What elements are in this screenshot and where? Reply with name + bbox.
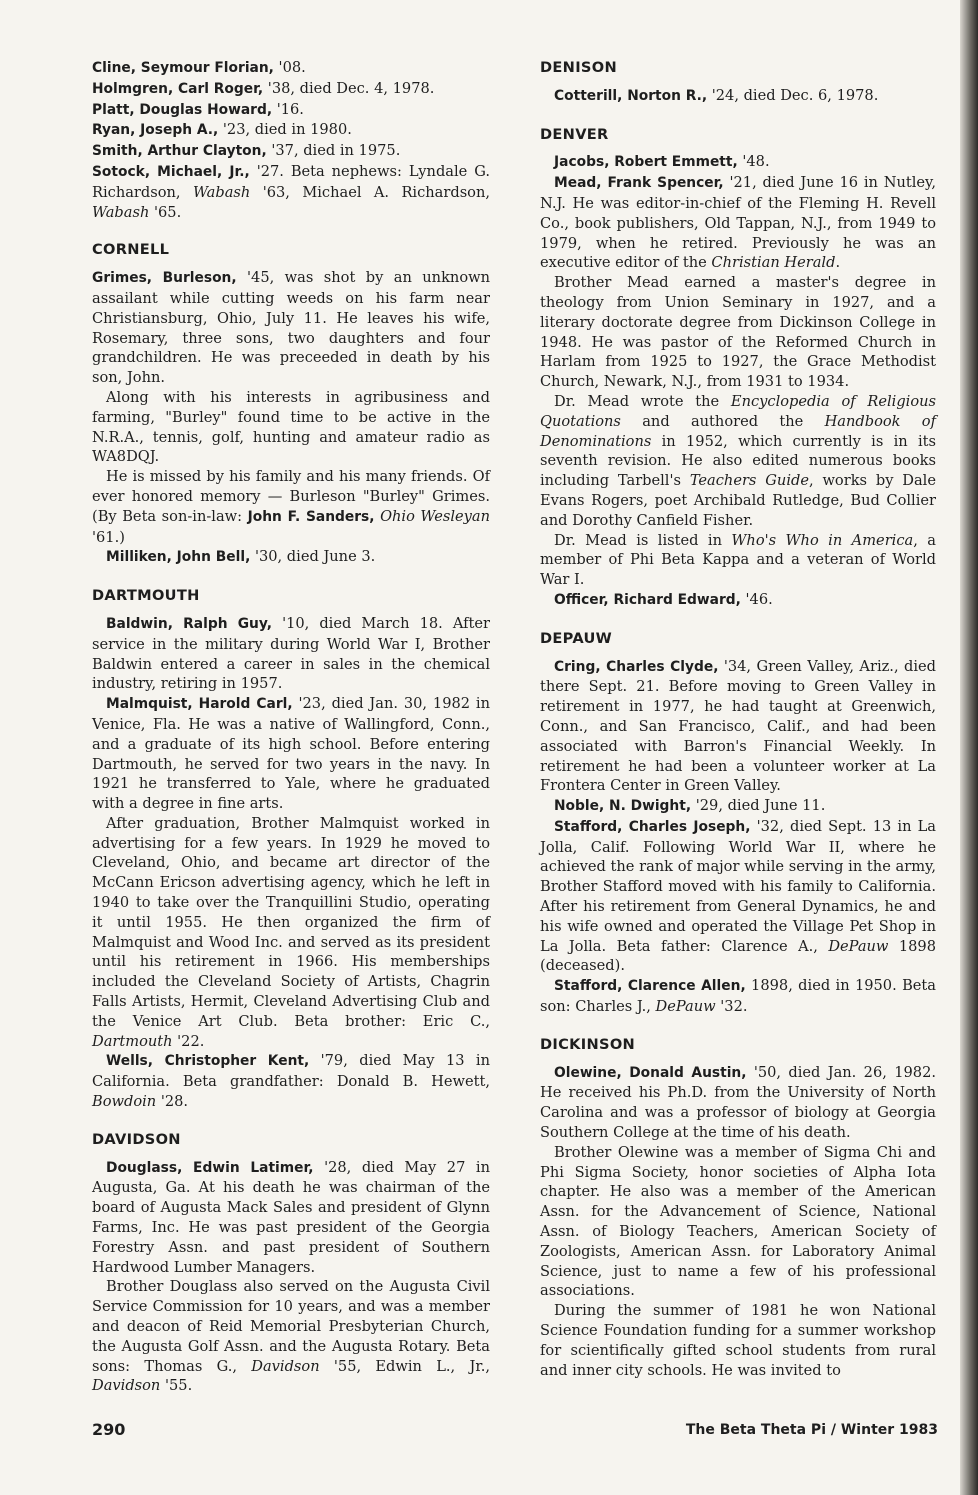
obituary-milliken: Milliken, John Bell, '30, died June 3.: [106, 548, 376, 566]
section-heading-dartmouth: DARTMOUTH: [92, 587, 200, 605]
obituary-mead: Mead, Frank Spencer, '21, died June 16 in Nutley, N.J. He was editor-in-chief of the Fleming H. Revell Co., book publishers, Old Tappan, N.J., from 1949 to 1979, when he retired. Previously he was an executive editor of the Christian Herald. Brother Mead earned a master's degree in theology from Union Seminary in 1927, and a literary doctorate degree from Dickinson College in 1948. He was pastor of the Reformed Church in Harlam from 1925 to 1927, the Grace Methodist Church, Newark, N.J., from 1931 to 1934. Dr. Mead wrote the Encyclopedia of Religious Quotations and authored the Handbook of Denominations in 1952, which currently is in its seventh revision. He also edited numerous books including Tarbell's Teachers Guide, works by Dale Evans Rogers, poet Archibald Rutledge, Bud Collier and Dorothy Canfield Fisher. Dr. Mead is listed in Who's Who in America, a member of Phi Beta Kappa and a veteran of World War I.: [540, 174, 936, 589]
obituary-stafford-charles: Stafford, Charles Joseph, '32, died Sept. 13 in La Jolla, Calif. Following World War II, where he achieved the rank of major while serving in the army, Brother Stafford moved with his family to California. After his retirement from General Dynamics, he and his wife owned and operated the Village Pet Shop in La Jolla. Beta father: Clarence A., DePauw 1898 (deceased).: [540, 817, 936, 975]
running-footer: The Beta Theta Pi / Winter 1983: [685, 1422, 938, 1438]
obituary-cring: Cring, Charles Clyde, '34, Green Valley, Ariz., died there Sept. 21. Before moving to Green Valley in retirement in 1977, he had taught at Greenwich, Conn., and San Francisco, Calif., and had been associated with Barron's Financial Weekly. In retirement he had been a volunteer worker at La Frontera Center in Green Valley.: [540, 657, 936, 795]
obituary-ryan: Ryan, Joseph A., '23, died in 1980.: [92, 121, 352, 139]
section-heading-dickinson: DICKINSON: [540, 1035, 636, 1053]
obituary-sotock: Sotock, Michael, Jr., '27. Beta nephews: Lyndale G. Richardson, Wabash '63, Michael A. Richardson, Wabash '65.: [92, 162, 491, 221]
obituary-noble: Noble, N. Dwight, '29, died June 11.: [554, 797, 826, 815]
section-heading-davidson: DAVIDSON: [92, 1130, 181, 1148]
obituary-smith: Smith, Arthur Clayton, '37, died in 1975.: [92, 142, 401, 160]
obituary-olewine: Olewine, Donald Austin, '50, died Jan. 26, 1982. He received his Ph.D. from the University of North Carolina and was a professor of biology at Georgia Southern College at the time of his death. Brother Olewine was a member of Sigma Chi and Phi Sigma Society, honor societies of Alpha Iota chapter. He also was a member of the American Assn. for the Advancement of Science, National Assn. of Biology Teachers, American Society of Zoologists, American Assn. for Laboratory Animal Science, just to name a few of his professional associations. During the summer of 1981 he won National Science Foundation funding for a summer workshop for scientifically gifted school students from rural and inner city schools. He was invited to: [540, 1063, 936, 1379]
obituary-douglass: Douglass, Edwin Latimer, '28, died May 27 in Augusta, Ga. At his death he was chairman of the board of Augusta Mack Sales and president of Glynn Farms, Inc. He was past president of the Georgia Forestry Assn. and past president of Southern Hardwood Lumber Managers. Brother Douglass also served on the Augusta Civil Service Commission for 10 years, and was a member and deacon of Reid Memorial Presbyterian Church, the Augusta Golf Assn. and the Augusta Rotary. Beta sons: Thomas G., Davidson '55, Edwin L., Jr., Davidson '55.: [92, 1158, 490, 1395]
obituary-stafford-clarence: Stafford, Clarence Allen, 1898, died in 1950. Beta son: Charles J., DePauw '32.: [540, 977, 936, 1016]
obituary-officer: Officer, Richard Edward, '46.: [554, 590, 773, 608]
page-number: 290: [92, 1420, 126, 1439]
section-heading-denver: DENVER: [540, 125, 609, 143]
section-heading-depauw: DEPAUW: [540, 629, 613, 647]
obituary-wells: Wells, Christopher Kent, '79, died May 13 in California. Beta grandfather: Donald B. Hewett, Bowdoin '28.: [92, 1052, 490, 1111]
section-heading-denison: DENISON: [540, 59, 617, 76]
page-edge-shadow: [960, 0, 978, 1495]
obituary-baldwin: Baldwin, Ralph Guy, '10, died March 18. After service in the military during World War I, Brother Baldwin entered a career in sales in the chemical industry, retiring in 1957.: [92, 614, 490, 693]
obituary-grimes: Grimes, Burleson, '45, was shot by an unknown assailant while cutting weeds on his farm near Christiansburg, Ohio, July 11. He leaves his wife, Rosemary, three sons, two daughters and four grandchildren. He was preceeded in death by his son, John. Along with his interests in agribusiness and farming, "Burley" found time to be active in the N.R.A., tennis, golf, hunting and amateur radio as WA8DQJ. He is missed by his family and his many friends. Of ever honored memory — Burleson "Burley" Grimes. (By Beta son-in-law: John F. Sanders, Ohio Wesleyan '61.): [92, 269, 491, 546]
obituary-malmquist: Malmquist, Harold Carl, '23, died Jan. 30, 1982 in Venice, Fla. He was a native of Wallingford, Conn., and a graduate of its high school. Before entering Dartmouth, he served for two years in the navy. In 1921 he transferred to Yale, where he graduated with a degree in fine arts. After graduation, Brother Malmquist worked in advertising for a few years. In 1929 he moved to Cleveland, Ohio, and became art director of the McCann Ericson advertising agency, which he left in 1940 to take over the Tranquillini Studio, operating it until 1955. He then organized the firm of Malmquist and Wood Inc. and served as its president until his retirement in 1966. His memberships included the Cleveland Society of Artists, Chagrin Falls Artists, Hermit, Cleveland Advertising Club and the Venice Art Club. Beta brother: Eric C., Dartmouth '22.: [92, 695, 490, 1050]
obituary-cline: Cline, Seymour Florian, '08.: [92, 59, 306, 76]
obituary-jacobs: Jacobs, Robert Emmett, '48.: [554, 153, 770, 171]
obituary-cotterill: Cotterill, Norton R., '24, died Dec. 6, 1978.: [554, 86, 879, 104]
right-column: [540, 58, 936, 1380]
section-heading-cornell: CORNELL: [92, 241, 170, 259]
obituary-platt: Platt, Douglas Howard, '16.: [92, 100, 304, 118]
left-column: [92, 58, 490, 1396]
obituary-holmgren: Holmgren, Carl Roger, '38, died Dec. 4, 1978.: [92, 79, 435, 97]
